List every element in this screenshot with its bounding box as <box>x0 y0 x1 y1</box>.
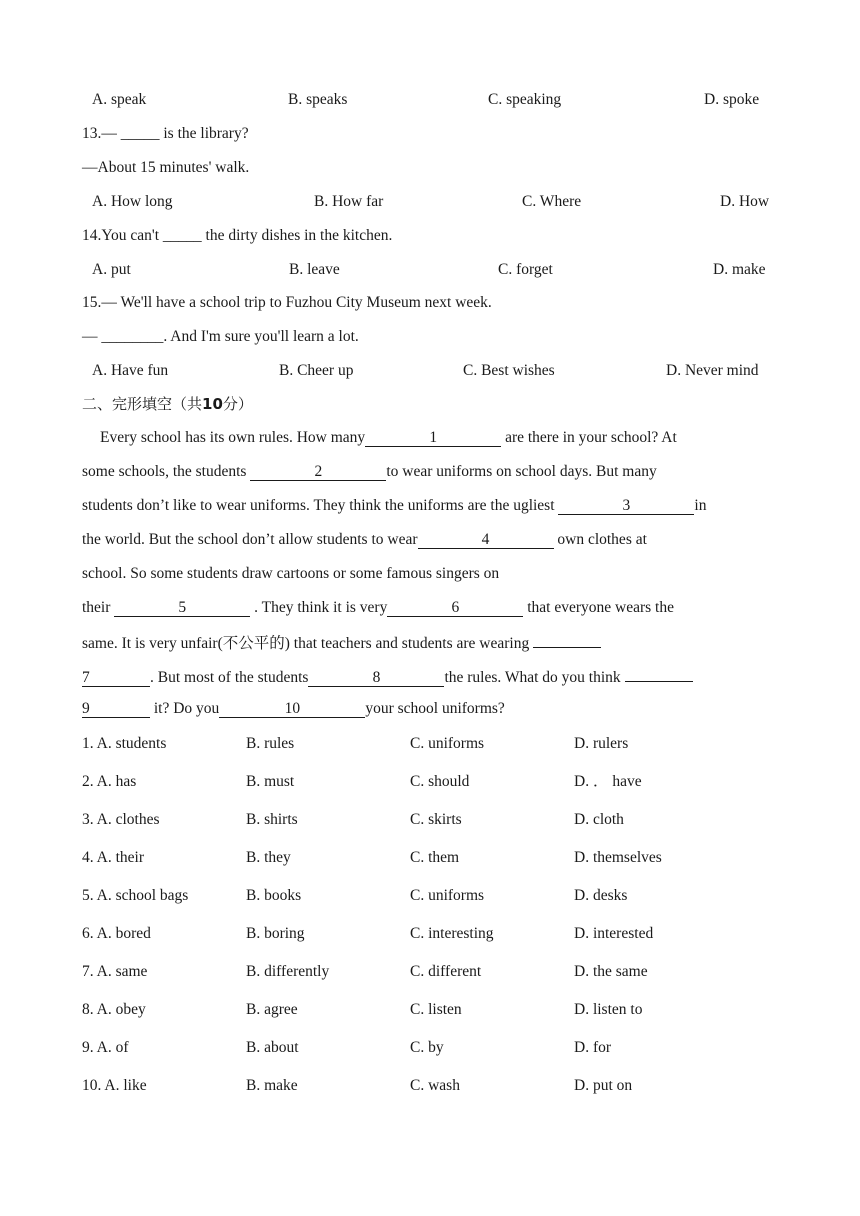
passage-text: the rules. What do you think <box>444 669 625 686</box>
q13-option-c: C. Where <box>522 193 582 210</box>
blank-3: 3 <box>558 497 694 515</box>
cloze-option-c: C. uniforms <box>410 887 485 904</box>
passage-line-3 <box>0 495 860 517</box>
q12-option-b: B. speaks <box>288 91 348 108</box>
passage-text: Every school has its own rules. How many <box>100 429 366 446</box>
q13-answer-text: —About 15 minutes' walk. <box>82 159 250 176</box>
cloze-option-row <box>0 1075 860 1097</box>
cloze-option-a: 4. A. their <box>82 849 144 866</box>
blank-7: 7 <box>82 669 150 687</box>
blank-5: 5 <box>114 599 250 617</box>
q14-prefix: 14.You can't <box>82 227 163 244</box>
q13-suffix: is the library? <box>159 125 249 142</box>
section-heading-prefix: 二、完形填空（共 <box>82 395 203 413</box>
q15-response <box>0 326 860 348</box>
q15-line1: 15.— We'll have a school trip to Fuzhou City Museum next week. <box>82 294 492 311</box>
cloze-option-a: 6. A. bored <box>82 925 151 942</box>
passage-line-6-text <box>82 597 674 619</box>
q12-option-d: D. spoke <box>704 91 760 108</box>
cloze-option-row <box>0 961 860 983</box>
cloze-option-b: B. differently <box>246 963 330 980</box>
q14-option-c: C. forget <box>498 261 553 278</box>
cloze-option-d: D. rulers <box>574 735 629 752</box>
passage-text: that everyone wears the <box>523 599 674 616</box>
cloze-option-a: 5. A. school bags <box>82 887 189 904</box>
cloze-option-d: D. listen to <box>574 1001 643 1018</box>
cloze-option-c: C. different <box>410 963 482 980</box>
cloze-option-a: 7. A. same <box>82 963 148 980</box>
passage-line-5-text: school. So some students draw cartoons or some famous singers on <box>82 565 500 582</box>
passage-text: own clothes at <box>553 531 647 548</box>
cloze-option-a: 10. A. like <box>82 1077 147 1094</box>
cloze-option-d: D. interested <box>574 925 654 942</box>
cloze-option-a: 9. A. of <box>82 1039 129 1056</box>
passage-line-4 <box>0 529 860 551</box>
cloze-option-row <box>0 1037 860 1059</box>
q14-option-b: B. leave <box>289 261 340 278</box>
cloze-option-row <box>0 847 860 869</box>
q13-option-a: A. How long <box>92 193 173 210</box>
q15-stem <box>0 292 860 314</box>
passage-line-8 <box>0 664 860 686</box>
passage-text: your school uniforms? <box>365 700 505 717</box>
q14-options <box>0 259 860 281</box>
passage-text: same. It is very unfair(不公平的) that teachers and students are wearing <box>82 635 534 652</box>
q14-stem <box>0 225 860 247</box>
cloze-option-d: D. put on <box>574 1077 633 1094</box>
passage-line-1-text <box>100 427 677 449</box>
passage-line-5 <box>0 563 860 585</box>
cloze-option-c: C. by <box>410 1039 444 1056</box>
cloze-option-b: B. rules <box>246 735 295 752</box>
cloze-option-c: C. them <box>410 849 460 866</box>
cloze-option-d: D. cloth <box>574 811 624 828</box>
q15-option-b: B. Cheer up <box>279 362 354 379</box>
passage-text: to wear uniforms on school days. But many <box>386 463 657 480</box>
blank-2: 2 <box>250 463 386 481</box>
q13-answer-line <box>0 157 860 179</box>
cloze-option-row <box>0 771 860 793</box>
cloze-option-row <box>0 733 860 755</box>
cloze-option-a: 1. A. students <box>82 735 167 752</box>
q12-option-a: A. speak <box>92 91 147 108</box>
passage-line-9-text <box>82 698 505 720</box>
passage-line-7-text <box>82 630 601 655</box>
cloze-option-c: C. interesting <box>410 925 494 942</box>
cloze-option-b: B. about <box>246 1039 299 1056</box>
q12-option-c: C. speaking <box>488 91 562 108</box>
cloze-option-row <box>0 923 860 945</box>
passage-text: the world. But the school don’t allow students to wear <box>82 531 418 548</box>
cloze-option-c: C. wash <box>410 1077 460 1094</box>
q12-options <box>0 89 860 111</box>
cloze-option-a: 2. A. has <box>82 773 137 790</box>
cloze-option-d: D. the same <box>574 963 648 980</box>
section-heading <box>0 393 860 415</box>
cloze-option-b: B. they <box>246 849 291 866</box>
cloze-option-b: B. agree <box>246 1001 298 1018</box>
cloze-option-a: 3. A. clothes <box>82 811 160 828</box>
cloze-option-row <box>0 809 860 831</box>
cloze-option-row <box>0 885 860 907</box>
passage-text: in <box>694 497 707 514</box>
passage-text: . They think it is very <box>250 599 388 616</box>
blank-1: 1 <box>365 429 501 447</box>
q15-line2: — ________. And I'm sure you'll learn a lot. <box>82 328 359 345</box>
blank-8: 8 <box>308 669 444 687</box>
q14-blank: _____ <box>162 227 202 244</box>
cloze-option-a: 8. A. obey <box>82 1001 146 1018</box>
q13-stem <box>0 123 860 145</box>
section-heading-text <box>82 393 253 415</box>
q15-option-c: C. Best wishes <box>463 362 555 379</box>
q14-suffix: the dirty dishes in the kitchen. <box>201 227 393 244</box>
q15-options <box>0 360 860 382</box>
q14-option-a: A. put <box>92 261 131 278</box>
blank-4: 4 <box>418 531 554 549</box>
blank-9: 9 <box>82 700 150 718</box>
passage-line-6 <box>0 597 860 619</box>
passage-line-2-text <box>82 461 657 483</box>
cloze-option-b: B. books <box>246 887 302 904</box>
passage-text: it? Do you <box>150 700 220 717</box>
passage-line-7 <box>0 630 860 652</box>
passage-line-2 <box>0 461 860 483</box>
section-heading-points: 10 <box>202 395 223 413</box>
q13-option-b: B. How far <box>314 193 384 210</box>
q13-prefix: 13.— <box>82 125 121 142</box>
cloze-option-row <box>0 999 860 1021</box>
blank-10: 10 <box>219 700 365 718</box>
blank-7-start <box>533 630 601 648</box>
q13-option-d: D. How <box>720 193 770 210</box>
passage-line-8-text <box>82 664 693 689</box>
passage-line-4-text <box>82 529 647 551</box>
cloze-option-c: C. listen <box>410 1001 462 1018</box>
cloze-option-d: D. ． have <box>574 773 642 790</box>
passage-text: students don’t like to wear uniforms. They think the uniforms are the ugliest <box>82 497 559 514</box>
cloze-option-c: C. should <box>410 773 470 790</box>
q14-option-d: D. make <box>713 261 766 278</box>
passage-line-9 <box>0 698 860 720</box>
cloze-option-b: B. make <box>246 1077 298 1094</box>
section-heading-suffix: 分） <box>222 395 253 413</box>
cloze-option-d: D. for <box>574 1039 612 1056</box>
cloze-option-d: D. themselves <box>574 849 662 866</box>
passage-line-3-text <box>82 495 706 517</box>
cloze-option-c: C. uniforms <box>410 735 485 752</box>
q13-text <box>82 123 249 145</box>
passage-line-1 <box>0 427 860 449</box>
q15-option-a: A. Have fun <box>92 362 169 379</box>
q13-blank: _____ <box>120 125 160 142</box>
cloze-option-b: B. shirts <box>246 811 298 828</box>
passage-text: . But most of the students <box>150 669 309 686</box>
q15-option-d: D. Never mind <box>666 362 759 379</box>
passage-text: some schools, the students <box>82 463 251 480</box>
passage-text: their <box>82 599 115 616</box>
q14-text <box>82 225 392 247</box>
cloze-option-b: B. boring <box>246 925 305 942</box>
cloze-option-d: D. desks <box>574 887 628 904</box>
blank-6: 6 <box>387 599 523 617</box>
passage-text: are there in your school? At <box>501 429 677 446</box>
cloze-option-c: C. skirts <box>410 811 462 828</box>
cloze-option-b: B. must <box>246 773 295 790</box>
blank-9-start <box>625 664 693 682</box>
q13-options <box>0 191 860 213</box>
